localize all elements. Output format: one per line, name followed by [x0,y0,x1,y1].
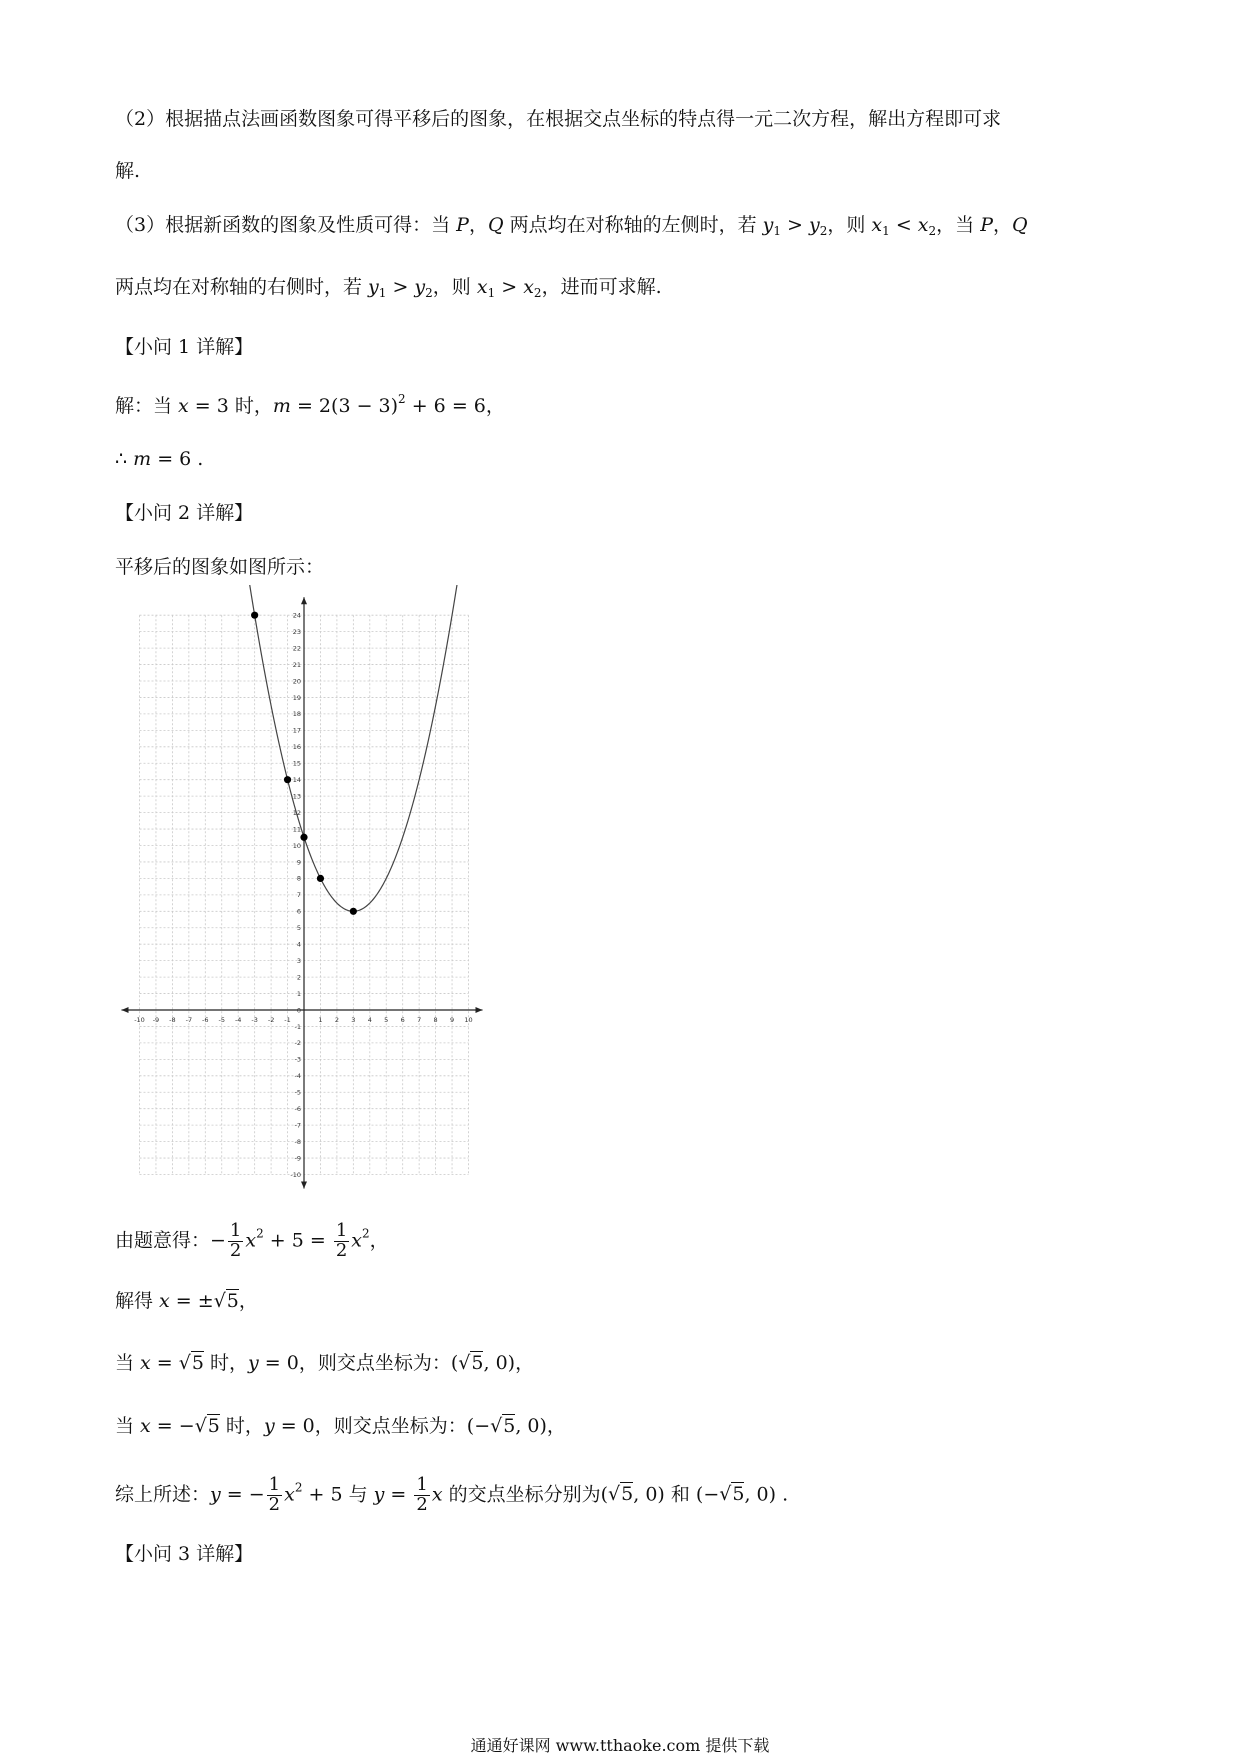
comma: ， [515,1352,535,1374]
pm: = ± [169,1290,214,1312]
var-y: y [248,1352,259,1374]
var-x1: x [871,214,883,236]
var-p: P [980,214,993,236]
frac-num: 1 [268,1474,281,1495]
axes [122,597,483,1188]
t4c: ，进而可求解. [541,276,662,298]
var-x1: x [476,276,488,298]
y-axis-arrow-down [301,1182,307,1189]
he: 和 [664,1483,696,1506]
paren: ( [450,1352,459,1374]
var-x: x [284,1483,295,1506]
sup-2: 2 [398,392,406,406]
x-tick-label: 3 [351,1016,356,1024]
var-y2: y [809,214,820,236]
case-negative [115,1415,566,1438]
text-line-4 [115,276,662,300]
plus5: + 5 = [263,1229,332,1252]
frac-num: 1 [335,1220,348,1241]
data-point [300,834,307,841]
y-tick-label: 3 [296,956,301,965]
text-line-1: （2）根据描点法画函数图象可得平移后的图象，在根据交点坐标的特点得一元二次方程，解出方程即可求 [115,108,1002,130]
y-tick-label: -7 [294,1121,301,1130]
y-tick-label: 2 [296,973,301,982]
x-tick-label: 6 [400,1016,405,1024]
y-tick-label: 7 [296,891,301,900]
y-eq-neg: = − [220,1483,265,1506]
y-eq: = [384,1483,413,1506]
radicand: 5 [621,1483,634,1506]
sub-1: 1 [378,286,387,300]
y-tick-label: -1 [294,1022,301,1031]
shi: 时， [203,1352,249,1374]
sub-1: 1 [773,224,781,238]
solve-intro: 解得 [115,1290,160,1312]
lt: < [889,214,918,236]
y-eq-0: = 0 [258,1352,299,1374]
y-tick-label: 16 [292,743,301,752]
x-axis-arrow-left [122,1007,129,1013]
conclusion-m [115,448,203,471]
expr-a: = 2 [290,395,332,417]
var-m: m [272,395,291,417]
parabola-line [248,585,457,911]
x-tick-label: 1 [318,1016,323,1024]
y-tick-label: 4 [296,940,301,949]
footer: 通通好课网 www.tthaoke.com 提供下载 [470,1736,770,1755]
var-q: Q [1012,214,1028,236]
data-point [284,776,291,783]
y-tick-label: 21 [292,660,301,669]
parabola-graph [108,585,498,1210]
therefore: ∴ [115,448,134,470]
frac-num: 1 [416,1474,428,1495]
result-mid: 的交点坐标分别为 [442,1483,601,1506]
x-tick-label: 7 [417,1016,422,1024]
radicand: 5 [226,1290,239,1312]
y-tick-label: 22 [292,644,301,653]
var-x: x [140,1352,151,1374]
var-x: x [431,1483,443,1506]
sqrt-5: √5 [213,1290,239,1312]
y-tick-label: 1 [296,989,301,998]
then: ，则 [827,214,872,236]
y-tick-label: 15 [292,759,301,768]
y-tick-label: 18 [292,710,301,719]
y-tick-label: 13 [292,792,301,801]
sup-2: 2 [362,1226,370,1241]
var-y2: y [414,276,426,298]
x-tick-label: 5 [384,1016,389,1024]
solution-part-1 [115,392,505,418]
y-tick-label: -5 [294,1088,301,1097]
radicand: 5 [471,1352,484,1374]
y-tick-label: 14 [292,776,301,784]
coord-intro: ，则交点坐标为： [314,1415,467,1437]
y-tick-label: 19 [292,693,301,702]
summary-line [115,1476,788,1515]
coord-tail: , 0) [633,1483,665,1506]
x-tick-label: -4 [234,1016,242,1024]
heading-part-3: 【小问 3 详解】 [115,1543,254,1565]
x-tick-label: -9 [152,1016,160,1024]
var-x: x [159,1290,170,1312]
sub-2: 2 [819,224,828,238]
sqrt-5: √5 [719,1483,745,1506]
heading-part-2: 【小问 2 详解】 [115,502,254,524]
x-tick-label: 4 [367,1016,372,1024]
fraction-half [228,1222,243,1261]
y-tick-label: -8 [294,1137,301,1146]
t4a: 两点均在对称轴的右侧时，若 [115,276,369,298]
var-y: y [373,1483,385,1506]
fraction-half [334,1222,349,1261]
sub-1: 1 [487,286,496,300]
sup-2: 2 [256,1226,264,1241]
text-line-3 [115,214,1028,238]
y-tick-label: 6 [296,907,301,916]
var-x: x [178,395,189,417]
gt: > [386,276,415,298]
eq-neg: = − [150,1415,195,1437]
sqrt-5: √5 [490,1415,516,1437]
comma: ， [369,1229,389,1252]
comma: ， [546,1415,566,1437]
y-tick-label: 0 [296,1006,301,1015]
coord-tail: , 0) [744,1483,777,1506]
coord-tail: , 0) [515,1415,547,1437]
when: 当 [115,1415,141,1437]
data-point [317,875,324,882]
radicand: 5 [732,1483,745,1506]
sqrt-5: √5 [178,1352,204,1374]
sum-intro: 综上所述： [115,1483,211,1506]
x-axis-arrow-right [476,1007,483,1013]
fraction-half [267,1476,282,1515]
sub-1: 1 [882,224,890,238]
var-x2: x [917,214,929,236]
var-x: x [351,1229,362,1252]
then: ，则 [432,276,477,298]
y-eq-0: = 0 [274,1415,315,1437]
t3b: 两点均在对称轴的左侧时，若 [503,214,763,236]
x-tick-label: -10 [134,1016,145,1024]
y-tick-label: -6 [294,1105,301,1113]
frac-den: 2 [268,1493,281,1515]
sqrt-5: √5 [608,1483,634,1506]
paren-neg: (− [466,1415,491,1437]
sub-2: 2 [928,224,937,238]
data-point [350,908,357,915]
var-y1: y [762,214,774,236]
sqrt-5: √5 [194,1415,220,1437]
expr-b: (3 − 3) [331,395,399,417]
radicand: 5 [503,1415,516,1437]
y-tick-label: 12 [292,808,301,817]
y-tick-label: 20 [292,677,301,686]
text-line-2: 解. [115,160,141,182]
sub-2: 2 [533,286,542,300]
plus5-yu: + 5 与 [302,1483,374,1506]
figure-caption: 平移后的图象如图所示： [115,556,325,578]
x-tick-label: -6 [202,1016,209,1024]
eq: = [150,1352,179,1374]
paren: ( [600,1483,609,1506]
frac-den: 2 [416,1493,428,1515]
fraction-half [414,1476,429,1515]
var-p: P [456,214,469,236]
y-tick-label: 5 [296,924,301,933]
y-tick-label: -9 [294,1154,301,1163]
when: 当 [115,1352,141,1374]
var-x2: x [523,276,534,298]
var-x: x [140,1415,151,1437]
gt: > [781,214,809,236]
x-tick-label: 10 [464,1016,473,1024]
expr-c: + 6 = 6， [405,395,505,417]
paren-neg: (− [695,1483,720,1506]
x-tick-label: -3 [251,1016,258,1024]
shi: 时， [219,1415,264,1437]
x-tick-label: -8 [169,1016,176,1024]
var-y: y [210,1483,221,1506]
x-tick-label: 8 [433,1016,438,1024]
sqrt-5: √5 [458,1352,484,1374]
var-y1: y [368,276,379,298]
coord-intro: ，则交点坐标为： [298,1352,451,1374]
y-tick-label: -4 [294,1072,301,1081]
frac-num: 1 [229,1220,242,1241]
eq3: = 3 时， [188,395,273,417]
t3c: ，当 [936,214,981,236]
var-q: Q [487,214,504,236]
sup-2: 2 [294,1480,303,1495]
comma: ， [992,214,1012,236]
y-tick-label: -3 [294,1055,301,1064]
y-tick-label: 17 [292,726,301,735]
eq-intro: 由题意得：− [115,1229,226,1252]
sol-a: 解：当 [115,395,179,417]
var-x: x [245,1229,257,1252]
x-tick-label: -5 [218,1016,225,1024]
y-tick-label: -2 [294,1039,301,1048]
comma: ， [238,1290,258,1312]
x-tick-label: 9 [449,1016,455,1024]
data-point [251,612,258,619]
radicand: 5 [191,1352,204,1374]
y-tick-label: -10 [290,1170,301,1179]
var-y: y [263,1415,275,1437]
case-positive [115,1352,534,1375]
coord-tail: , 0) [483,1352,516,1374]
y-tick-label: 23 [292,627,301,636]
t3a: （3）根据新函数的图象及性质可得：当 [115,214,457,236]
frac-den: 2 [335,1239,348,1261]
x-tick-label: -1 [284,1016,291,1024]
y-tick-label: 9 [296,858,301,867]
period: . [776,1483,789,1506]
curve [248,585,457,911]
m-eq: = 6 . [151,448,204,470]
y-axis-arrow-up [301,597,307,604]
gt: > [495,276,524,298]
x-tick-label: -2 [267,1016,275,1024]
sub-2: 2 [425,286,433,300]
comma: ， [468,214,488,236]
x-tick-label: 2 [334,1016,339,1024]
equation-line [115,1222,389,1261]
frac-den: 2 [229,1239,242,1261]
x-tick-label: -7 [185,1016,193,1024]
y-tick-label: 10 [292,841,301,850]
solve-line [115,1290,258,1313]
heading-part-1: 【小问 1 详解】 [115,336,254,358]
var-m: m [133,448,152,470]
y-tick-label: 24 [292,611,301,620]
radicand: 5 [207,1415,220,1437]
y-tick-label: 8 [296,874,301,883]
y-tick-label: 11 [292,825,301,834]
